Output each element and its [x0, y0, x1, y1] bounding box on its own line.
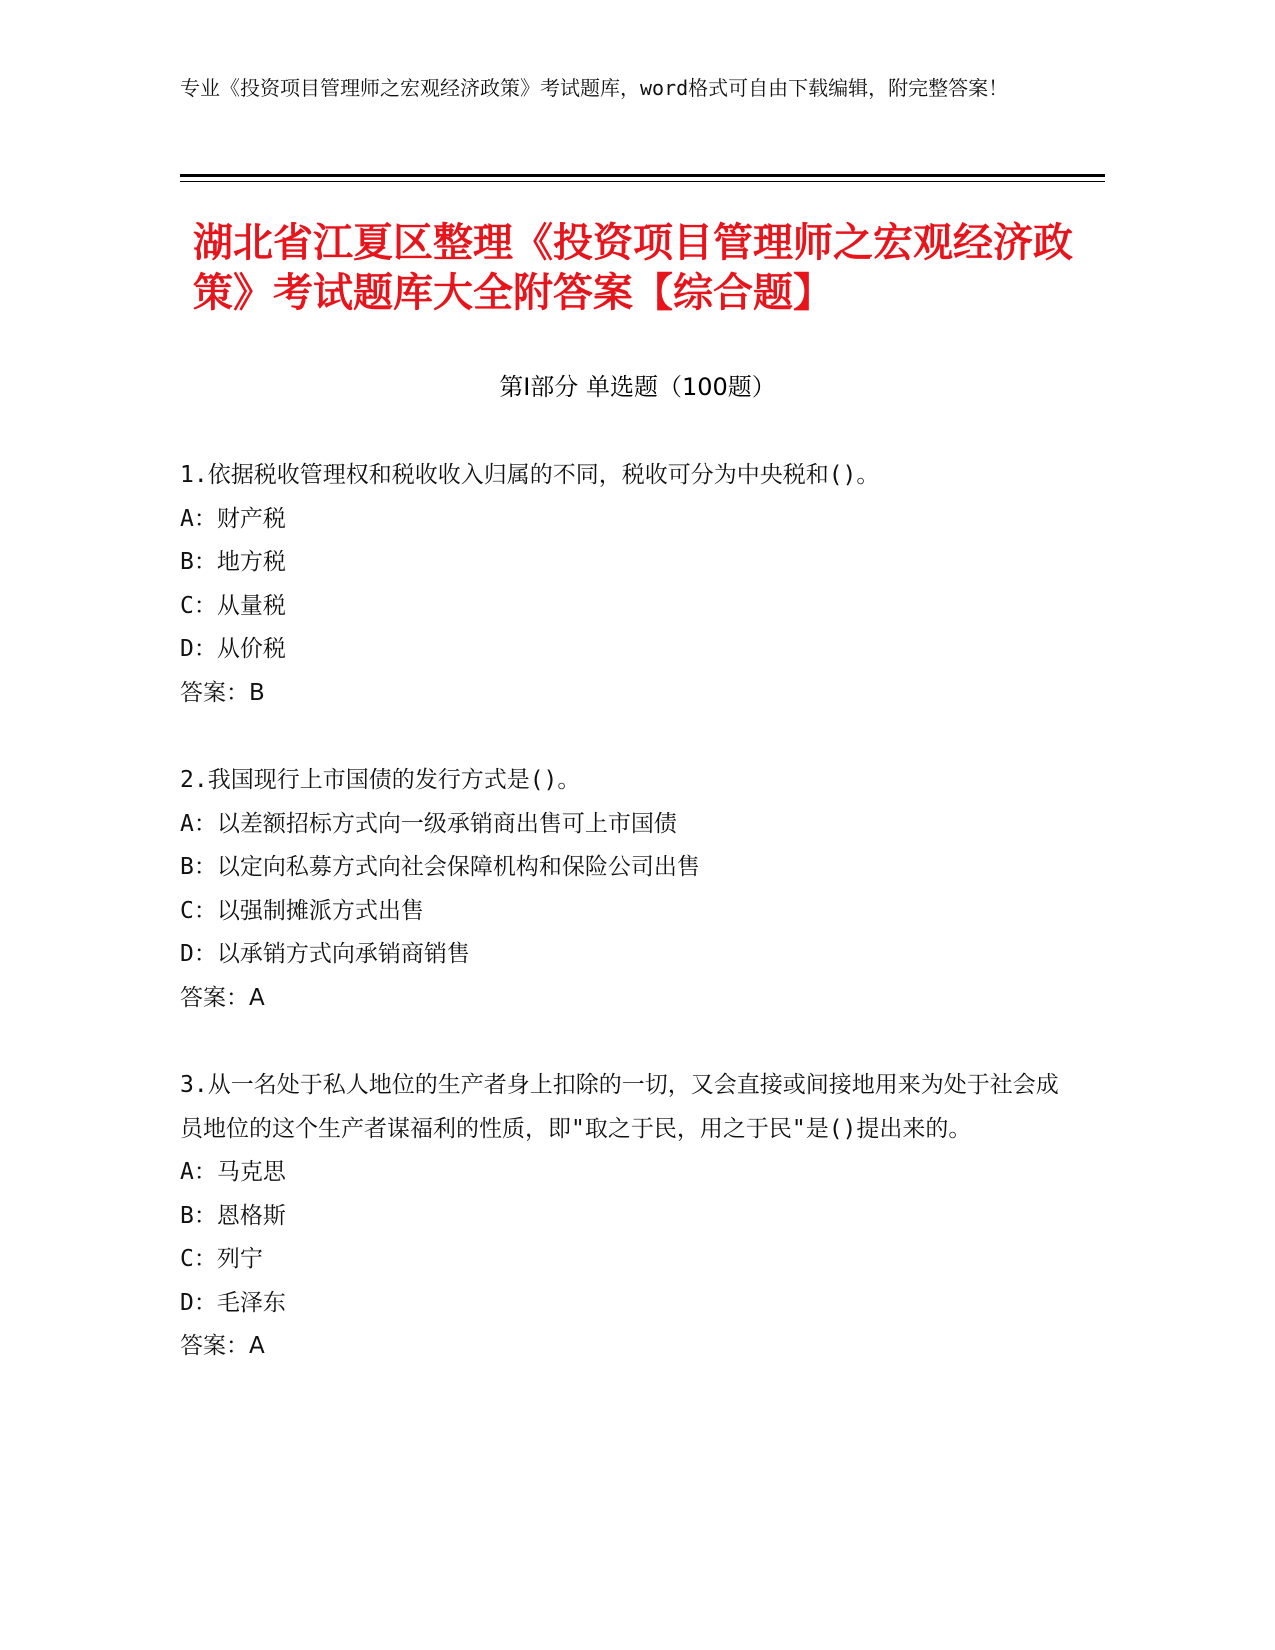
option-c: C：以强制摊派方式出售	[180, 897, 424, 924]
answer: 答案：A	[180, 1333, 265, 1359]
option-d: D：毛泽东	[180, 1289, 286, 1316]
answer: 答案：A	[180, 984, 265, 1011]
option-a: A：财产税	[180, 505, 286, 532]
question-stem: 1.依据税收管理权和税收收入归属的不同，税收可分为中央税和()。	[180, 462, 880, 488]
question-1	[180, 454, 1060, 715]
header-divider-thin	[180, 181, 1105, 182]
question-2	[180, 759, 1060, 1020]
option-b: B：地方税	[180, 549, 286, 575]
question-stem: 3.从一名处于私人地位的生产者身上扣除的一切，又会直接或间接地用来为处于社会成员地位的这个生产者谋福利的性质，即"取之于民，用之于民"是()提出来的。	[180, 1072, 1059, 1142]
header-note: 专业《投资项目管理师之宏观经济政策》考试题库，word格式可自由下载编辑，附完整答案！	[180, 76, 1009, 100]
question-stem: 2.我国现行上市国债的发行方式是()。	[180, 767, 581, 793]
answer: 答案：B	[180, 679, 265, 706]
option-b: B：以定向私募方式向社会保障机构和保险公司出售	[180, 854, 700, 880]
option-a: A：马克思	[180, 1159, 286, 1185]
document-title: 湖北省江夏区整理《投资项目管理师之宏观经济政策》考试题库大全附答案【综合题】	[193, 220, 1073, 316]
option-d: D：以承销方式向承销商销售	[180, 941, 470, 967]
option-c: C：列宁	[180, 1246, 263, 1272]
question-3	[180, 1064, 1060, 1369]
section-title: 第Ⅰ部分 单选题（100题）	[499, 373, 776, 401]
option-a: A：以差额招标方式向一级承销商出售可上市国债	[180, 810, 677, 837]
option-b: B：恩格斯	[180, 1202, 286, 1229]
header-divider-thick	[180, 174, 1105, 177]
option-d: D：从价税	[180, 636, 286, 662]
option-c: C：从量税	[180, 592, 286, 619]
